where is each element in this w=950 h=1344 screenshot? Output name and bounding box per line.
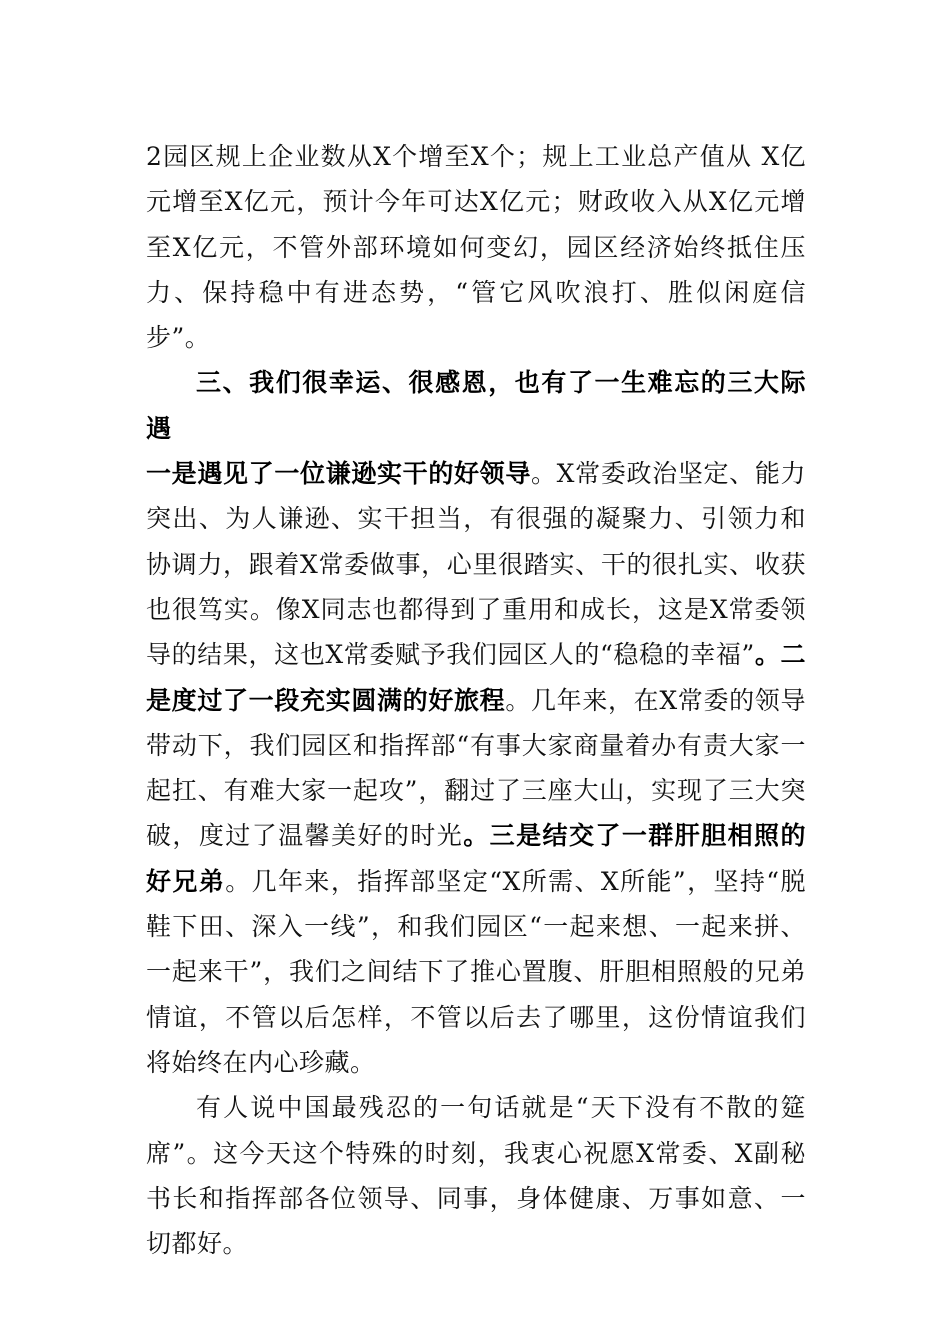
- paragraph-farewell: 有人说中国最残忍的一句话就是“天下没有不散的筵席”。这今天这个特殊的时刻，我衷心祝愿X常委、X副秘书长和指挥部各位领导、同事，身体健康、万事如意、一切都好。: [146, 1093, 806, 1259]
- encounter-one-title: 一是遇见了一位谦逊实干的好领导: [146, 459, 532, 489]
- section-heading-three: 三、我们很幸运、很感恩，也有了一生难忘的三大际遇: [146, 368, 806, 443]
- paragraph-three-encounters: [146, 451, 806, 1085]
- encounter-two-title: 。二是度过了一段充实圆满的好旅程: [146, 640, 806, 715]
- encounter-one-text: 。X常委政治坚定、能力突出、为人谦逊、实干担当，有很强的凝聚力、引领力和协调力，跟着X常委做事，心里很踏实、干的很扎实、收获也很笃实。像X同志也都得到了重用和成长，这是X常委领导的结果，这也X常委赋予我们园区人的“稳稳的幸福”: [146, 459, 806, 670]
- encounter-three-title: 。三是结交了一群肝胆相照的好兄弟: [146, 821, 806, 896]
- document-body: [146, 134, 806, 1266]
- encounter-two-text: 。几年来，在X常委的领导带动下，我们园区和指挥部“有事大家商量着办有责大家一起扛、有难大家一起攻”，翻过了三座大山，实现了三大突破，度过了温馨美好的时光: [146, 685, 806, 851]
- paragraph-statistics: 2园区规上企业数从X个增至X个；规上工业总产值从 X亿元增至X亿元，预计今年可达X亿元；财政收入从X亿元增至X亿元，不管外部环境如何变幻，园区经济始终抵住压力、保持稳中有进态势，“管它风吹浪打、胜似闲庭信步”。: [146, 142, 806, 353]
- encounter-three-text: 。几年来，指挥部坚定“X所需、X所能”，坚持“脱鞋下田、深入一线”，和我们园区“一起来想、一起来拼、一起来干”，我们之间结下了推心置腹、肝胆相照般的兄弟情谊，不管以后怎样，不管以后去了哪里，这份情谊我们将始终在内心珍藏。: [146, 866, 806, 1077]
